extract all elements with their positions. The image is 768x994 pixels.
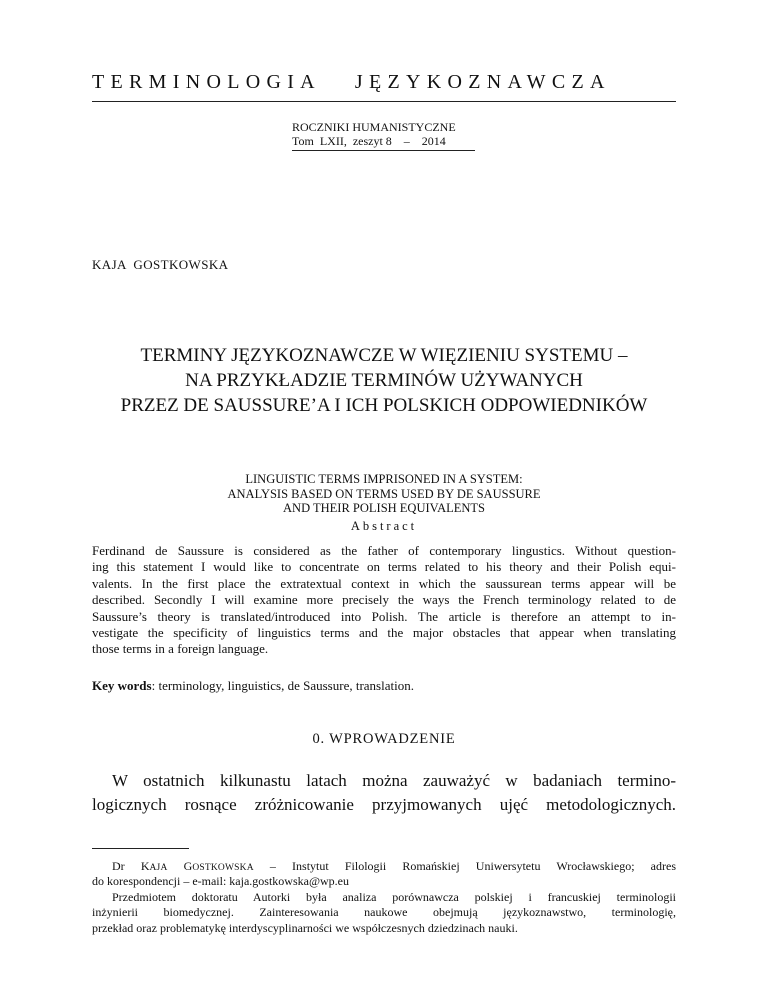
author-name: KAJA GOSTKOWSKA [92, 257, 229, 272]
running-head-right: JĘZYKOZNAWCZA [354, 71, 611, 93]
header-rule [92, 101, 676, 102]
keywords-text: : terminology, linguistics, de Saussure, translation. [151, 678, 414, 693]
footnote-rule [92, 848, 189, 849]
journal-name: ROCZNIKI HUMANISTYCZNE [292, 120, 456, 134]
running-head-left: TERMINOLOGIA [92, 71, 321, 93]
abstract-line: valents. In the first place the extratextual context in which the saussurean terms appear will be [92, 575, 676, 591]
title-line: PRZEZ DE SAUSSURE’A I ICH POLSKICH ODPOWIEDNIKÓW [120, 395, 648, 416]
journal-rule [292, 150, 475, 151]
abstract-line: those terms in a foreign language. [92, 641, 269, 657]
abstract-line: Ferdinand de Saussure is considered as the father of contemporary lingustics. Without question- [92, 543, 676, 558]
title-line: TERMINY JĘZYKOZNAWCZE W WIĘZIENIU SYSTEMU – [140, 345, 628, 366]
keywords-label: Key words [92, 678, 152, 693]
abstract-body [92, 543, 676, 658]
footnote-line: inżynierii biomedycznej. Zainteresowania naukowe obejmują językoznawstwo, terminologię, [92, 905, 676, 920]
footnote-line: przekład oraz problematykę interdyscyplinarności we współczesnych dziedzinach nauki. [92, 920, 518, 935]
english-title-line: LINGUISTIC TERMS IMPRISONED IN A SYSTEM: [245, 472, 523, 486]
footnote-line: do korespondencji – e-mail: kaja.gostkowska@wp.eu [92, 874, 349, 889]
abstract-line: described. Secondly I will examine more precisely the ways the French terminology related to de [92, 592, 676, 608]
article-title [92, 343, 676, 418]
section-heading: 0. WPROWADZENIE [312, 731, 456, 747]
abstract-line: Saussure’s theory is translated/introduced into Polish. The article is therefore an attempt to in- [92, 608, 676, 624]
english-title-line: AND THEIR POLISH EQUIVALENTS [283, 501, 485, 515]
abstract-heading: Abstract [350, 519, 418, 533]
footnote [92, 859, 676, 936]
title-line: NA PRZYKŁADZIE TERMINÓW UŻYWANYCH [185, 370, 583, 391]
intro-line: logicznych rosnące zróżnicowanie przyjmowanych ujęć metodologicznych. [92, 795, 676, 814]
journal-volume: Tom LXII, zeszyt 8 – 2014 [292, 134, 446, 148]
intro-paragraph [92, 769, 676, 817]
intro-line: W ostatnich kilkunastu latach można zauważyć w badaniach termino- [112, 771, 676, 790]
english-title-line: ANALYSIS BASED ON TERMS USED BY DE SAUSSURE [227, 486, 541, 501]
footnote-line: Przedmiotem doktoratu Autorki była analiza porównawcza polskiej i francuskiej terminologii [112, 889, 676, 904]
abstract-line: vestigate the specificity of linguistics terms and the major obstacles that appear when translating [92, 624, 676, 640]
journal-info [292, 120, 475, 151]
english-title [92, 472, 676, 516]
running-head [92, 70, 676, 94]
footnote-line: Dr KAJA GOSTKOWSKA – Instytut Filologii Romańskiej Uniwersytetu Wrocławskiego; adres [112, 859, 676, 873]
keywords [92, 678, 414, 694]
abstract-line: ing this statement I would like to concentrate on terms related to his theory and their Polish equi- [92, 559, 676, 575]
